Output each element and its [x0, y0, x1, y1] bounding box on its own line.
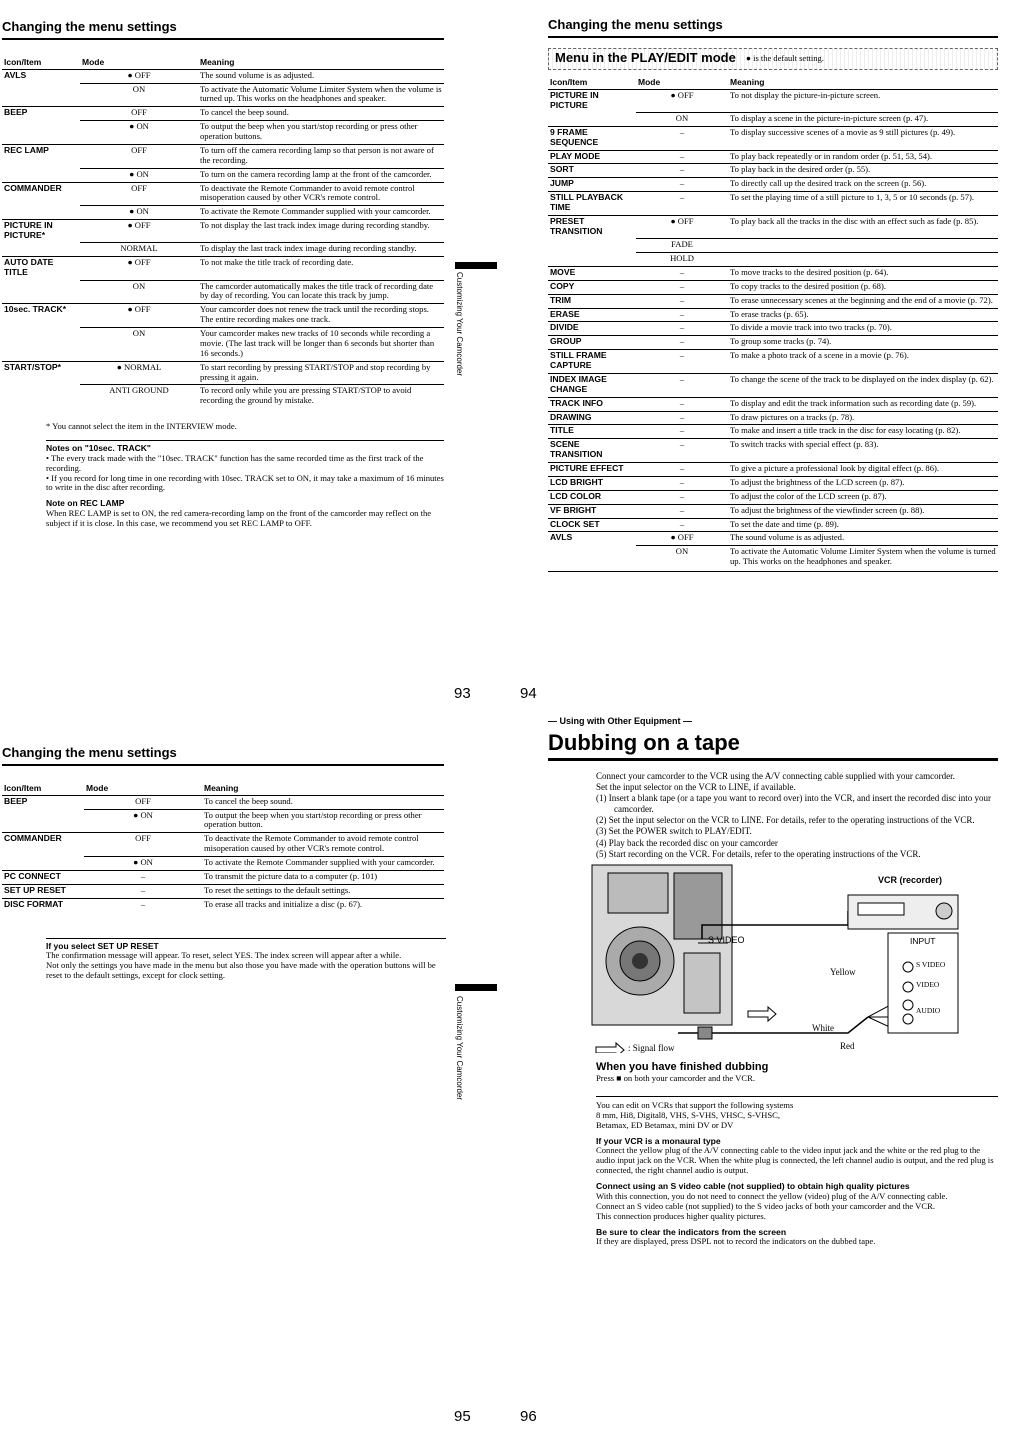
table-row [548, 266, 998, 280]
item-cell: MOVE [548, 266, 636, 280]
mode-cell: ● ON [133, 857, 153, 868]
mode-cell: ● OFF [80, 220, 198, 243]
mode-cell: ON [132, 83, 146, 94]
item-cell [2, 857, 84, 871]
item-cell: TRIM [548, 294, 636, 308]
note-text: If they are displayed, press DSPL not to record the indicators on the dubbed tape. [596, 1236, 876, 1247]
item-cell: PICTURE IN PICTURE* [2, 220, 80, 243]
meaning-cell: To output the beep when you start/stop recording or press other operation buttons. [200, 121, 418, 142]
note-text: This connection produces higher quality pictures. [596, 1210, 766, 1221]
table-row [548, 112, 998, 126]
after-figure [596, 1061, 998, 1247]
mode-cell: ON [132, 280, 146, 291]
meaning-cell: To erase unnecessary scenes at the beginning and the end of a movie (p. 72). [728, 294, 998, 308]
col-header: Icon/Item [2, 782, 84, 795]
table-row [2, 220, 444, 243]
item-cell: SET UP RESET [2, 884, 84, 898]
page-95 [2, 746, 444, 981]
item-cell: LCD COLOR [548, 490, 636, 504]
meaning-cell [728, 253, 998, 267]
meaning-cell: To deactivate the Remote Commander to avoid remote control misoperation caused by other VCR's remote control. [198, 182, 444, 206]
meaning-cell: To turn off the camera recording lamp so that person is not aware of the recording. [198, 144, 444, 168]
mode-cell: ● OFF [80, 257, 198, 280]
mode-cell: OFF [80, 182, 198, 206]
table-row [2, 69, 444, 83]
meaning-cell: To adjust the color of the LCD screen (p. 87). [728, 490, 998, 504]
dubbing-illustration [548, 863, 998, 1053]
mode-cell: OFF [84, 795, 202, 809]
table-row [2, 898, 444, 911]
meaning-cell: To set the playing time of a still picture to 1, 3, 5 or 10 seconds (p. 57). [728, 192, 998, 216]
mode-cell: ● ON [129, 121, 149, 132]
footnote: * You cannot select the item in the INTERVIEW mode. [46, 421, 237, 432]
table-row [548, 178, 998, 192]
table-row [548, 308, 998, 322]
item-cell: DISC FORMAT [2, 898, 84, 911]
meaning-cell: To erase all tracks and initialize a disc (p. 67). [202, 898, 444, 911]
mode-cell: – [84, 884, 202, 898]
meaning-cell: To record only while you are pressing START/STOP to avoid recording the ground by mistake. [200, 385, 412, 406]
meaning-cell: Your camcorder makes new tracks of 10 seconds while recording a movie. (The last track will be longer than 6 seconds but shorter than 16 seconds.) [200, 328, 435, 358]
col-header: Mode [80, 56, 198, 69]
table-row [2, 809, 444, 833]
table-row [548, 294, 998, 308]
meaning-cell: To transmit the picture data to a computer (p. 101) [202, 870, 444, 884]
item-cell: TRACK INFO [548, 397, 636, 411]
item-cell [2, 385, 80, 408]
table-row [548, 373, 998, 397]
systems-block [596, 1096, 998, 1131]
mode-cell: – [636, 463, 728, 477]
item-cell: PICTURE IN PICTURE [550, 89, 599, 110]
mode-cell: – [636, 322, 728, 336]
table-row [548, 425, 998, 439]
table-row [548, 518, 998, 532]
item-cell: 10sec. TRACK* [2, 304, 80, 328]
notes-block [46, 440, 444, 529]
item-cell [2, 121, 80, 145]
table-row [2, 884, 444, 898]
input-audio-label: AUDIO [916, 1006, 941, 1016]
item-cell: PICTURE EFFECT [548, 463, 636, 477]
table-row [2, 182, 444, 206]
meaning-cell: To cancel the beep sound. [198, 107, 444, 121]
meaning-cell: To turn on the camera recording lamp at the front of the camcorder. [200, 168, 432, 179]
item-cell: SCENE TRANSITION [548, 439, 636, 463]
item-cell: PLAY MODE [548, 150, 636, 164]
col-header: Meaning [198, 56, 444, 69]
meaning-cell: To move tracks to the desired position (p. 64). [728, 266, 998, 280]
col-header: Meaning [202, 782, 444, 795]
kicker: — Using with Other Equipment — [548, 716, 692, 726]
mode-cell: – [636, 126, 728, 150]
page-94 [548, 18, 998, 572]
note-text: With this connection, you do not need to connect the yellow (video) plug of the A/V connecting cable. [596, 1190, 948, 1201]
item-cell: GROUP [548, 336, 636, 350]
item-cell: 9 FRAME SEQUENCE [548, 126, 636, 150]
table-row [2, 385, 444, 408]
meaning-cell: To activate the Remote Commander supplied with your camcorder. [200, 206, 431, 217]
menu-table-93 [2, 56, 444, 408]
note-text: When REC LAMP is set to ON, the red camera-recording lamp on the front of the camcorder may reflect on the subject if it is close. In this case, we recommend you set REC LAMP to OFF. [46, 508, 432, 528]
mode-cell: NORMAL [120, 243, 158, 254]
item-cell: STILL PLAYBACK TIME [548, 192, 636, 216]
table-row [548, 490, 998, 504]
mode-cell: – [636, 439, 728, 463]
table-row [548, 164, 998, 178]
col-header: Mode [636, 76, 728, 89]
meaning-cell: To erase tracks (p. 65). [728, 308, 998, 322]
side-tab: Customizing Your Camcorder [455, 272, 464, 377]
table-row [548, 150, 998, 164]
table-row [2, 795, 444, 809]
side-tab: Customizing Your Camcorder [455, 996, 464, 1101]
mode-cell: ● ON [133, 809, 153, 820]
notes-block [46, 938, 446, 981]
item-cell [2, 83, 80, 107]
mode-cell: OFF [84, 833, 202, 857]
item-cell: COMMANDER [2, 182, 80, 206]
meaning-cell: To display the last track index image during recording standby. [200, 243, 417, 254]
note-heading: If you select SET UP RESET [46, 940, 159, 951]
table-row [548, 239, 998, 253]
note-text: Connect the yellow plug of the A/V connecting cable to the video input jack and the white or the red plug to the audio input jack on the VCR. When the white plug is connected, the left channel audio is output, and the red plug is connected, the right channel audio is output. [596, 1145, 994, 1176]
table-row [2, 206, 444, 220]
col-header: Mode [84, 782, 202, 795]
input-label: INPUT [910, 936, 936, 947]
table-row [548, 532, 998, 546]
mode-cell: – [636, 164, 728, 178]
intro-text: Set the input selector on the VCR to LINE, if available. [596, 781, 796, 792]
item-cell: AVLS [548, 532, 636, 546]
table-row [2, 107, 444, 121]
mode-cell: – [636, 280, 728, 294]
col-header: Icon/Item [2, 56, 80, 69]
mode-cell: – [636, 490, 728, 504]
connection-diagram [548, 863, 998, 1053]
item-cell: PRESET TRANSITION [548, 215, 636, 238]
item-cell: JUMP [548, 178, 636, 192]
table-row [548, 126, 998, 150]
meaning-cell: To set the date and time (p. 89). [728, 518, 998, 532]
item-cell: DIVIDE [548, 322, 636, 336]
mode-cell: OFF [80, 107, 198, 121]
mode-cell: – [636, 476, 728, 490]
table-row [548, 397, 998, 411]
meaning-cell: To reset the settings to the default settings. [202, 884, 444, 898]
mode-cell: – [636, 336, 728, 350]
item-cell [548, 546, 636, 569]
page-title: Dubbing on a tape [548, 730, 998, 760]
mode-cell: ● OFF [80, 69, 198, 83]
meaning-cell: To display and edit the track information such as recording date (p. 59). [728, 397, 998, 411]
item-cell [2, 206, 80, 220]
col-header: Meaning [728, 76, 998, 89]
step: (3) Set the POWER switch to PLAY/EDIT. [596, 826, 752, 837]
meaning-cell: To group some tracks (p. 74). [728, 336, 998, 350]
step: (1) Insert a blank tape (or a tape you want to record over) into the VCR, and insert the recorded disc into your camcorder. [596, 793, 991, 814]
table-row [2, 361, 444, 385]
meaning-cell: To draw pictures on a tracks (p. 78). [728, 411, 998, 425]
page-number: 96 [520, 1408, 537, 1425]
meaning-cell: To not display the last track index image during recording standby. [198, 220, 444, 243]
menu-table-94 [548, 76, 998, 569]
table-row [548, 215, 998, 238]
page-96 [548, 716, 998, 1247]
meaning-cell: To output the beep when you start/stop recording or press other operation button. [204, 809, 422, 830]
item-cell: COMMANDER [2, 833, 84, 857]
mode-cell: – [636, 178, 728, 192]
page-bottom-rule [548, 571, 998, 572]
mode-cell: ON [675, 112, 689, 123]
meaning-cell: To directly call up the desired track on the screen (p. 56). [728, 178, 998, 192]
yellow-label: Yellow [830, 967, 856, 978]
meaning-cell: To not make the title track of recording date. [198, 257, 444, 280]
page-number: 94 [520, 685, 537, 702]
page-title: Changing the menu settings [548, 18, 998, 38]
signal-flow-label: : Signal flow [628, 1043, 675, 1054]
table-row [548, 336, 998, 350]
table-row [548, 350, 998, 374]
col-header: Icon/Item [548, 76, 636, 89]
mode-cell: ON [675, 546, 689, 557]
item-cell [548, 253, 636, 267]
table-row [548, 546, 998, 569]
table-row [548, 89, 998, 112]
table-row [2, 83, 444, 107]
meaning-cell: To switch tracks with special effect (p. 83). [728, 439, 998, 463]
mode-cell: – [84, 870, 202, 884]
note-text: Connect an S video cable (not supplied) to the S video jacks of both your camcorder and the VCR. [596, 1200, 935, 1211]
item-cell: AVLS [4, 69, 27, 80]
item-cell [2, 280, 80, 304]
note-text: The confirmation message will appear. To reset, select YES. The index screen will appear after a while. [46, 950, 402, 961]
table-row [2, 168, 444, 182]
table-row [548, 463, 998, 477]
table-row [548, 411, 998, 425]
note-text: Not only the settings you have made in the menu but also those you have made with the operation buttons will be reset to the default settings, except for clock setting. [46, 960, 436, 981]
meaning-cell: To play back repeatedly or in random order (p. 51, 53, 54). [728, 150, 998, 164]
meaning-cell: To display a scene in the picture-in-picture screen (p. 47). [730, 112, 929, 123]
meaning-cell: To play back all the tracks in the disc with an effect such as fade (p. 85). [728, 215, 998, 238]
section-marker [455, 984, 497, 991]
mode-cell: ● OFF [636, 215, 728, 238]
meaning-cell: To activate the Remote Commander supplied with your camcorder. [204, 857, 435, 868]
mode-cell: ● ON [129, 168, 149, 179]
page-93 [2, 20, 444, 529]
table-row [548, 192, 998, 216]
systems-text: Betamax, ED Betamax, mini DV or DV [596, 1119, 734, 1130]
mode-cell: ANTI GROUND [109, 385, 169, 396]
mode-cell: FADE [636, 239, 728, 253]
item-cell: ERASE [548, 308, 636, 322]
item-cell [548, 112, 636, 126]
mode-cell: – [636, 518, 728, 532]
finished-heading: When you have finished dubbing [596, 1061, 769, 1074]
table-row [2, 257, 444, 280]
item-cell: INDEX IMAGE CHANGE [548, 373, 636, 397]
red-label: Red [840, 1041, 855, 1052]
meaning-cell: To divide a movie track into two tracks (p. 70). [728, 322, 998, 336]
item-cell: LCD BRIGHT [548, 476, 636, 490]
page-number: 93 [454, 685, 471, 702]
item-cell: BEEP [4, 795, 28, 806]
mode-cell: ● NORMAL [80, 361, 198, 385]
meaning-cell: The sound volume is as adjusted. [728, 532, 998, 546]
table-row [2, 243, 444, 257]
note-text: • If you record for long time in one recording with 10sec. TRACK set to ON, it may take a maximum of 16 minutes to write in the disc after recording. [46, 472, 444, 493]
item-cell: AUTO DATE TITLE [2, 257, 80, 280]
note-heading: Note on REC LAMP [46, 498, 125, 509]
meaning-cell [728, 239, 998, 253]
item-cell: SORT [548, 164, 636, 178]
meaning-cell: The sound volume is as adjusted. [198, 69, 444, 83]
item-cell [548, 239, 636, 253]
mode-cell: ● ON [129, 206, 149, 217]
mode-cell: – [84, 898, 202, 911]
page-title: Changing the menu settings [2, 20, 444, 40]
item-cell: TITLE [548, 425, 636, 439]
item-cell [2, 809, 84, 833]
mode-cell: – [636, 373, 728, 397]
intro-text: Connect your camcorder to the VCR using the A/V connecting cable supplied with your camcorder. [596, 770, 955, 781]
banner-note: ● is the default setting. [745, 53, 824, 64]
mode-cell: – [636, 308, 728, 322]
meaning-cell: To give a picture a professional look by digital effect (p. 86). [728, 463, 998, 477]
meaning-cell: To change the scene of the track to be displayed on the index display (p. 62). [728, 373, 998, 397]
table-row [548, 280, 998, 294]
mode-cell: – [636, 294, 728, 308]
step: (5) Start recording on the VCR. For details, refer to the operating instructions of the VCR. [596, 849, 921, 860]
item-cell: CLOCK SET [548, 518, 636, 532]
item-cell: COPY [548, 280, 636, 294]
systems-text: You can edit on VCRs that support the following systems [596, 1099, 794, 1110]
meaning-cell: To adjust the brightness of the viewfinder screen (p. 88). [728, 504, 998, 518]
mode-cell: – [636, 192, 728, 216]
table-row [548, 476, 998, 490]
meaning-cell: To display successive scenes of a movie as 9 still pictures (p. 49). [728, 126, 998, 150]
section-marker [455, 262, 497, 269]
input-svideo-label: S VIDEO [916, 960, 946, 970]
note-heading: If your VCR is a monaural type [596, 1135, 721, 1146]
item-cell: PC CONNECT [2, 870, 84, 884]
note-heading: Be sure to clear the indicators from the screen [596, 1226, 787, 1237]
meaning-cell: To start recording by pressing START/STOP and stop recording by pressing it again. [198, 361, 444, 385]
meaning-cell: To deactivate the Remote Commander to avoid remote control misoperation caused by other VCR's remote control. [202, 833, 444, 857]
mode-cell: – [636, 425, 728, 439]
table-row [2, 857, 444, 871]
mode-cell: – [636, 266, 728, 280]
table-row [2, 833, 444, 857]
mode-cell: – [636, 350, 728, 374]
step: (2) Set the input selector on the VCR to LINE. For details, refer to the operating instructions of the VCR. [596, 815, 975, 826]
mode-cell: – [636, 150, 728, 164]
item-cell: BEEP [2, 107, 80, 121]
table-row [2, 144, 444, 168]
table-row [548, 253, 998, 267]
page-number: 95 [454, 1408, 471, 1425]
item-cell: START/STOP* [2, 361, 80, 385]
meaning-cell: To not display the picture-in-picture screen. [728, 89, 998, 112]
white-label: White [812, 1023, 834, 1034]
table-row [2, 121, 444, 145]
input-video-label: VIDEO [916, 980, 940, 990]
mode-cell: OFF [80, 144, 198, 168]
meaning-cell: To activate the Automatic Volume Limiter System when the volume is turned up. This works on the headphones and speaker. [200, 83, 442, 104]
mode-banner [548, 48, 998, 70]
item-cell: VF BRIGHT [548, 504, 636, 518]
table-row [2, 280, 444, 304]
mode-cell: HOLD [670, 253, 694, 264]
meaning-cell: To make a photo track of a scene in a movie (p. 76). [728, 350, 998, 374]
note-text: • The every track made with the "10sec. TRACK" function has the same recorded time as the first track of the recording. [46, 452, 424, 473]
table-row [548, 322, 998, 336]
note-heading: Notes on "10sec. TRACK" [46, 443, 151, 454]
mode-cell: ● OFF [80, 304, 198, 328]
meaning-cell: To copy tracks to the desired position (p. 68). [728, 280, 998, 294]
page-title: Changing the menu settings [2, 746, 444, 766]
table-row [2, 870, 444, 884]
meaning-cell: The camcorder automatically makes the title track of recording date by day of recording. You can locate this track by jump. [200, 280, 434, 301]
vcr-label: VCR (recorder) [878, 875, 943, 886]
mode-cell: – [636, 397, 728, 411]
mode-cell: ● OFF [636, 532, 728, 546]
item-cell [2, 328, 80, 362]
svideo-label: S VIDEO [708, 935, 745, 946]
menu-table-95 [2, 782, 444, 912]
item-cell: STILL FRAME CAPTURE [548, 350, 636, 374]
finished-text: Press ■ on both your camcorder and the VCR. [596, 1073, 755, 1084]
mode-cell: – [636, 411, 728, 425]
table-row [2, 304, 444, 328]
note-heading: Connect using an S video cable (not supplied) to obtain high quality pictures [596, 1181, 910, 1192]
meaning-cell: Your camcorder does not renew the track until the recording stops. The entire recording makes one track. [198, 304, 444, 328]
item-cell: REC LAMP [2, 144, 80, 168]
table-row [2, 328, 444, 362]
meaning-cell: To make and insert a title track in the disc for easy locating (p. 82). [728, 425, 998, 439]
meaning-cell: To cancel the beep sound. [202, 795, 444, 809]
item-cell [2, 168, 80, 182]
systems-text: 8 mm, Hi8, Digital8, VHS, S-VHS, VHSC, S-VHSC, [596, 1109, 781, 1120]
meaning-cell: To activate the Automatic Volume Limiter System when the volume is turned up. This works on the headphones and speaker. [730, 546, 996, 567]
meaning-cell: To adjust the brightness of the LCD screen (p. 87). [728, 476, 998, 490]
mode-cell: – [636, 504, 728, 518]
mode-cell: ON [132, 328, 146, 339]
meaning-cell: To play back in the desired order (p. 55). [728, 164, 998, 178]
mode-cell: ● OFF [636, 89, 728, 112]
banner-title: Menu in the PLAY/EDIT mode [555, 50, 736, 66]
item-cell [2, 243, 80, 257]
table-row [548, 439, 998, 463]
step: (4) Play back the recorded disc on your camcorder [596, 837, 778, 848]
item-cell: DRAWING [548, 411, 636, 425]
table-row [548, 504, 998, 518]
instructions [596, 771, 998, 860]
